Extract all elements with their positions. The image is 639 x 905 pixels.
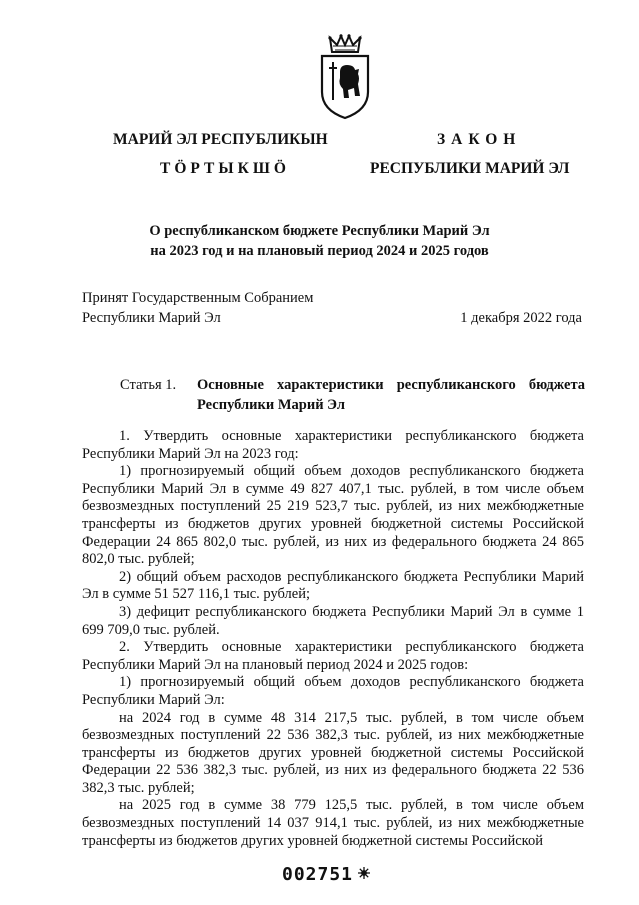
- serial-number: 002751: [282, 864, 354, 885]
- asterisk-stamp-icon: [357, 866, 371, 880]
- law-title-line1: О республиканском бюджете Республики Марий Эл: [149, 223, 490, 239]
- header-left-line1: МАРИЙ ЭЛ РЕСПУБЛИКЫН: [113, 131, 328, 148]
- article-body: [82, 428, 584, 850]
- paragraph: на 2025 год в сумме 38 779 125,5 тыс. рублей, в том числе объем безвозмездных поступлений 14 037 914,1 тыс. рублей, из них межбюджетные трансферты из бюджетов других уровней бюджетной системы Российской: [82, 797, 584, 849]
- adopted-line1: Принят Государственным Собранием: [82, 290, 314, 306]
- paragraph: 1) прогнозируемый общий объем доходов республиканского бюджета Республики Марий Эл:: [82, 674, 584, 708]
- paragraph: на 2024 год в сумме 48 314 217,5 тыс. рублей, в том числе объем безвозмездных поступлений 22 536 382,3 тыс. рублей, из них межбюджетные трансферты из бюджетов других уровней бюджетной системы Российской Федерации 22 536 382,3 тыс. рублей, из них из федерального бюджета 22 536 382,3 тыс. рублей;: [82, 709, 584, 796]
- header-right-line2: РЕСПУБЛИКИ МАРИЙ ЭЛ: [370, 160, 570, 177]
- header-right-line1: ЗАКОН: [437, 131, 522, 148]
- coat-of-arms-icon: [318, 34, 372, 120]
- adopted-line2: Республики Марий Эл: [82, 310, 221, 326]
- paragraph: 3) дефицит республиканского бюджета Республики Марий Эл в сумме 1 699 709,0 тыс. рублей.: [82, 603, 584, 638]
- paragraph: 2) общий объем расходов республиканского бюджета Республики Марий Эл в сумме 51 527 116,1 тыс. рублей;: [82, 568, 584, 603]
- adopted-by: [82, 288, 313, 328]
- paragraph: 2. Утвердить основные характеристики республиканского бюджета Республики Марий Эл на плановый период 2024 и 2025 годов:: [82, 639, 584, 673]
- article-title: Основные характеристики республиканского бюджета Республики Марий Эл: [197, 377, 585, 413]
- article-heading: [120, 375, 585, 415]
- article-number: Статья 1.: [120, 377, 177, 393]
- law-title: [0, 221, 639, 261]
- paragraph: 1. Утвердить основные характеристики республиканского бюджета Республики Марий Эл на 2023 год:: [82, 428, 584, 462]
- header-left-line2: ТӦРТЫКШӦ: [160, 160, 290, 177]
- law-title-line2: на 2023 год и на плановый период 2024 и 2025 годов: [150, 243, 489, 259]
- paragraph: 1) прогнозируемый общий объем доходов республиканского бюджета Республики Марий Эл в сумме 49 827 407,1 тыс. рублей, в том числе объем безвозмездных поступлений 25 219 523,7 тыс. рублей, из них межбюджетные трансферты из бюджетов других уровней бюджетной системы Российской Федерации 24 865 802,0 тыс. рублей, из них из федерального бюджета 24 865 802,0 тыс. рублей;: [82, 463, 584, 568]
- adopted-date: 1 декабря 2022 года: [460, 310, 582, 326]
